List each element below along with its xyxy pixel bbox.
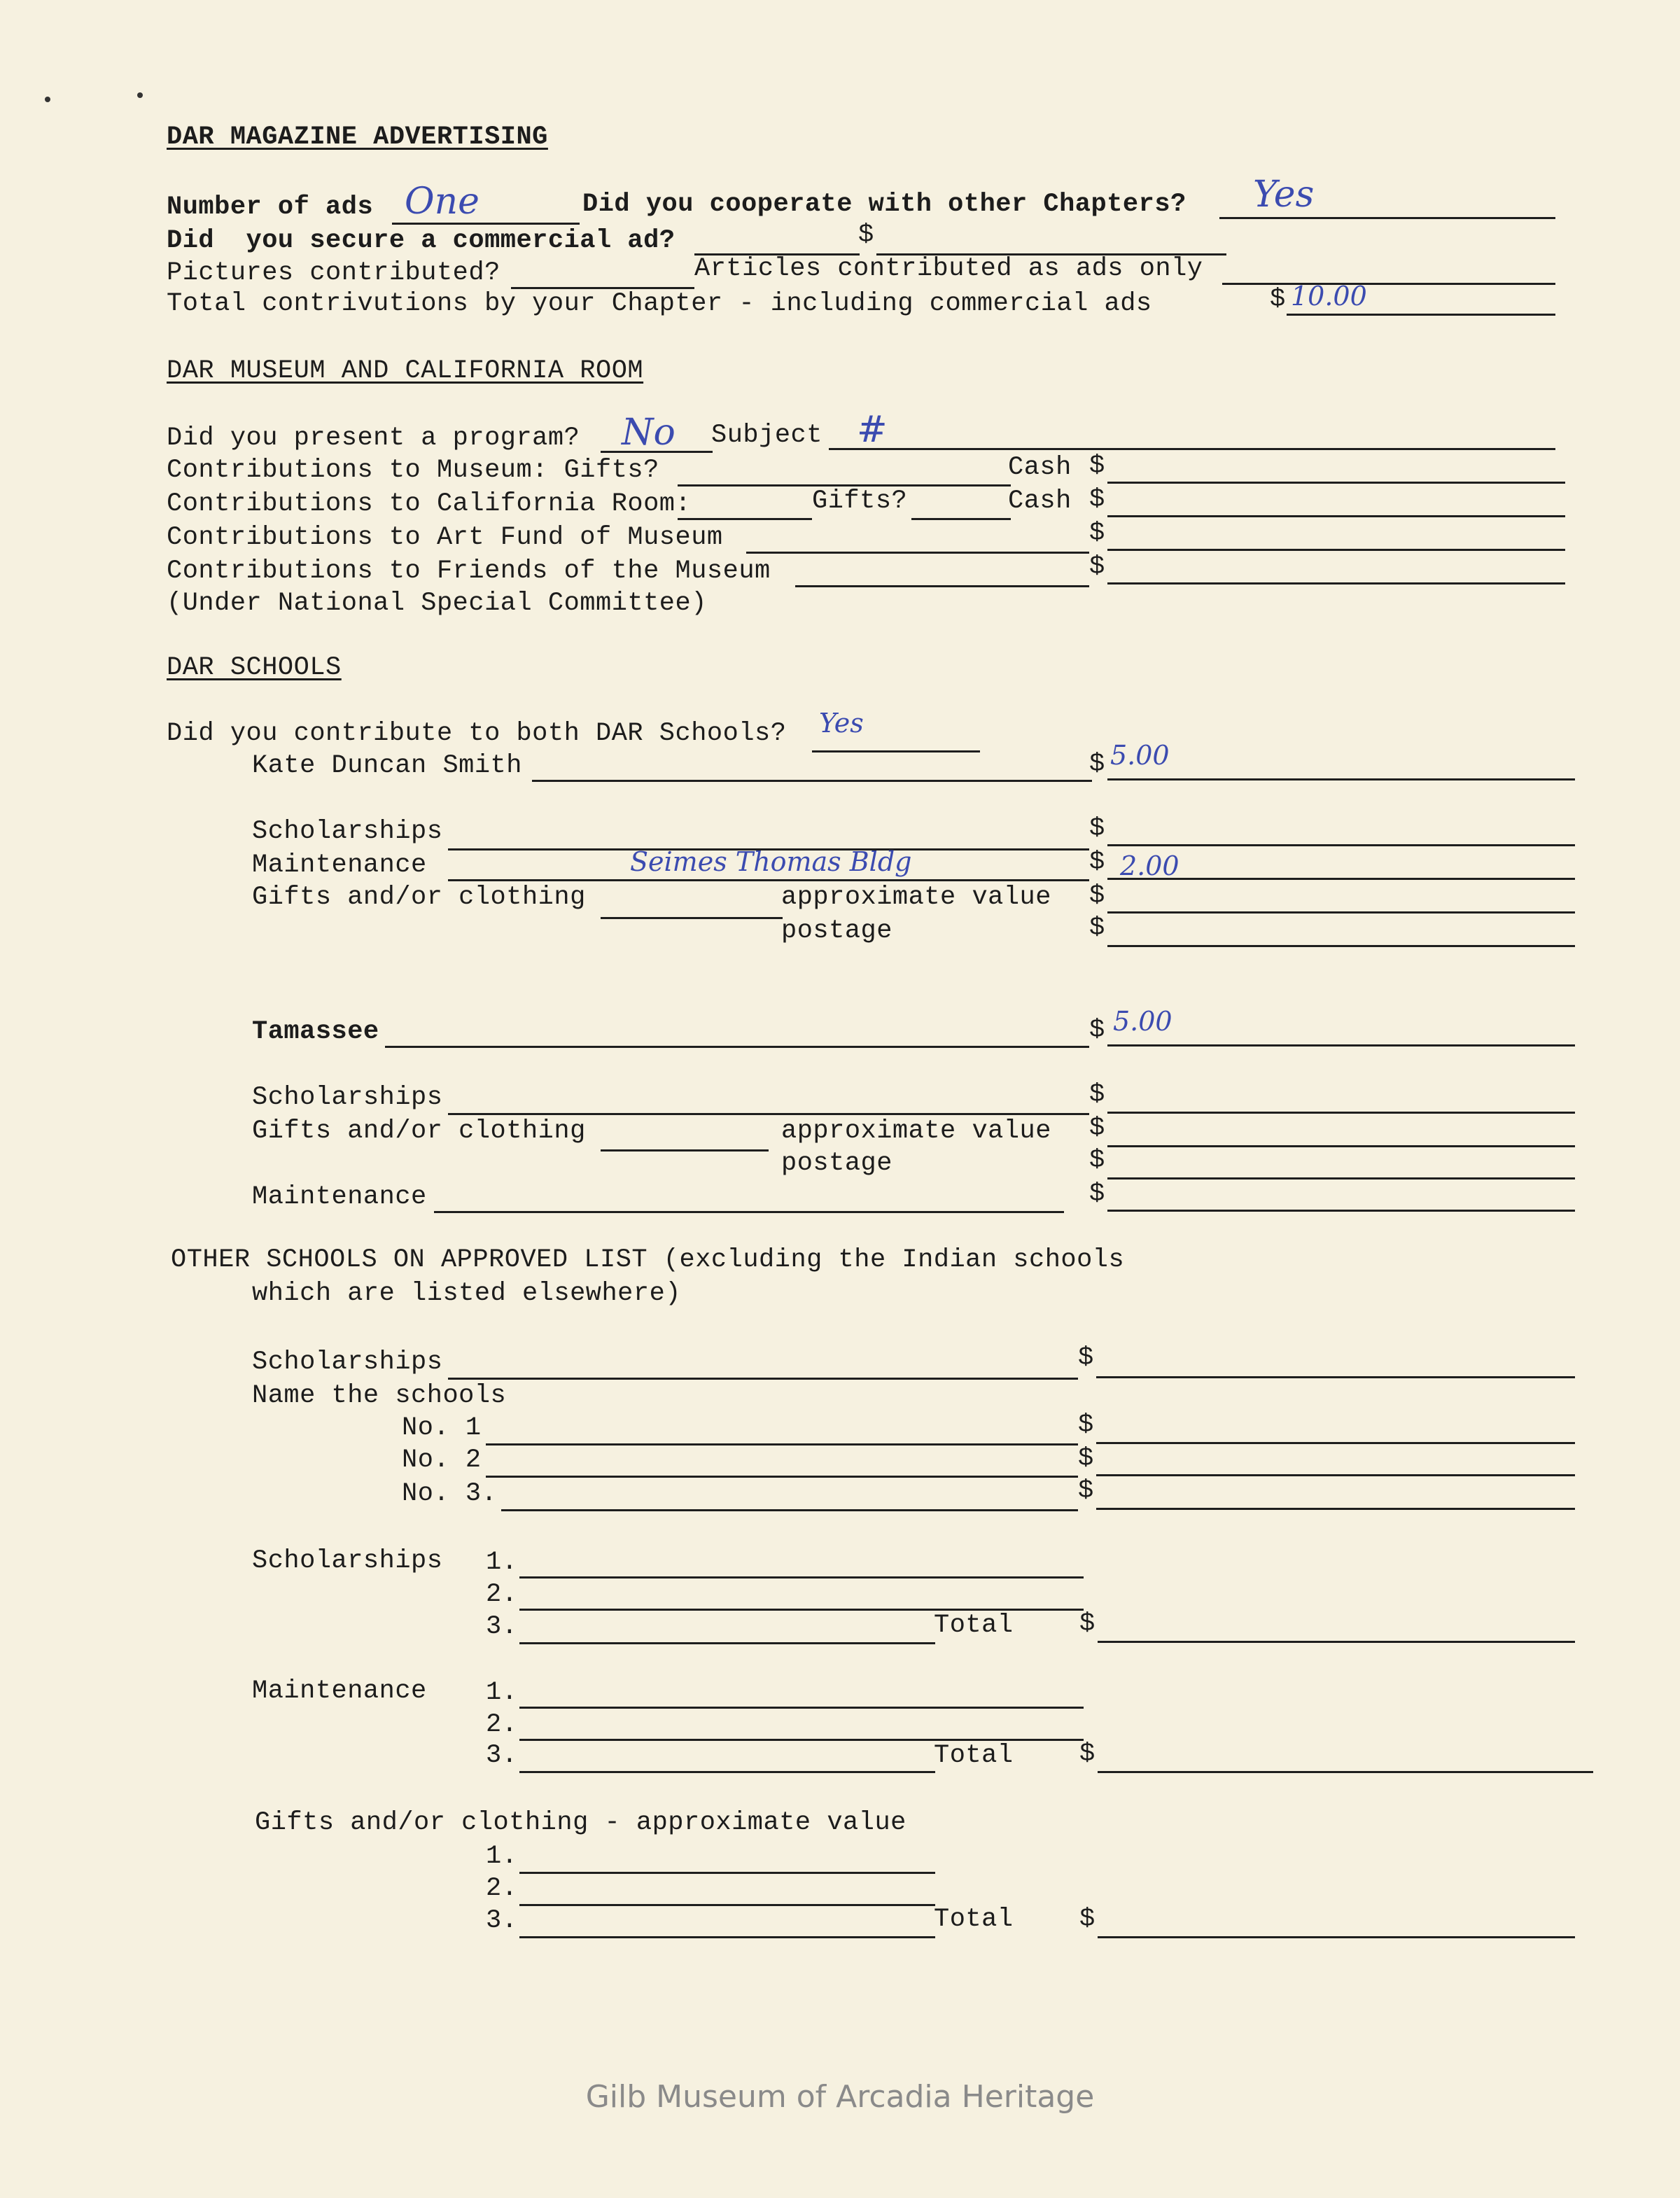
label-number-of-ads: Number of ads bbox=[167, 192, 374, 222]
label-approx-value: approximate value bbox=[781, 1116, 1051, 1146]
field-line bbox=[1107, 1044, 1575, 1046]
label-commercial-ad: Did you secure a commercial ad? bbox=[167, 226, 676, 255]
list-number: 3. bbox=[486, 1741, 518, 1770]
field-line bbox=[1098, 1936, 1575, 1938]
label-museum-gifts: Contributions to Museum: Gifts? bbox=[167, 456, 659, 485]
dollar-sign: $ bbox=[1089, 750, 1105, 779]
field-line bbox=[519, 1771, 935, 1773]
answer-kate-duncan-smith: 5.00 bbox=[1110, 740, 1170, 771]
label-cash: Cash bbox=[1008, 486, 1072, 516]
label-scholarships: Scholarships bbox=[252, 1348, 443, 1377]
field-line bbox=[519, 1872, 935, 1874]
section-heading-museum: DAR MUSEUM AND CALIFORNIA ROOM bbox=[167, 356, 644, 386]
dollar-sign: $ bbox=[1089, 1080, 1105, 1110]
dollar-sign: $ bbox=[1089, 519, 1105, 548]
label-total: Total bbox=[934, 1741, 1014, 1770]
section-subheading-other-schools: which are listed elsewhere) bbox=[252, 1279, 681, 1308]
label-total: Total bbox=[934, 1611, 1014, 1640]
label-cash: Cash bbox=[1008, 453, 1072, 482]
list-number: 1. bbox=[486, 1842, 518, 1871]
label-name-schools: Name the schools bbox=[252, 1381, 507, 1410]
dollar-sign: $ bbox=[1089, 881, 1105, 911]
answer-maintenance: 2.00 bbox=[1120, 850, 1180, 881]
dollar-sign: $ bbox=[1270, 285, 1286, 314]
label-tamassee: Tamassee bbox=[252, 1017, 379, 1046]
field-line bbox=[1107, 1112, 1575, 1114]
label-maintenance: Maintenance bbox=[252, 1676, 427, 1706]
dollar-sign: $ bbox=[1089, 913, 1105, 943]
field-line bbox=[1098, 1771, 1593, 1773]
dollar-sign: $ bbox=[1089, 485, 1105, 514]
section-heading-schools: DAR SCHOOLS bbox=[167, 653, 342, 682]
field-line bbox=[1107, 1145, 1575, 1147]
label-program: Did you present a program? bbox=[167, 424, 580, 453]
label-gifts-clothing: Gifts and/or clothing bbox=[252, 883, 586, 912]
dollar-sign: $ bbox=[1089, 552, 1105, 582]
dollar-sign: $ bbox=[1089, 848, 1105, 877]
label-california-room: Contributions to California Room: bbox=[167, 489, 692, 519]
answer-tamassee: 5.00 bbox=[1113, 1006, 1172, 1037]
field-line bbox=[795, 585, 1089, 587]
field-line bbox=[746, 552, 1089, 554]
field-line bbox=[1107, 515, 1565, 517]
field-line bbox=[392, 223, 580, 225]
dollar-sign: $ bbox=[1079, 1609, 1096, 1639]
answer-maintenance-note: Seimes Thomas Bldg bbox=[630, 846, 912, 877]
field-line bbox=[385, 1046, 1089, 1048]
label-gifts: Gifts? bbox=[812, 486, 908, 516]
field-line bbox=[1107, 549, 1565, 551]
field-line bbox=[1219, 217, 1555, 219]
field-line bbox=[1107, 911, 1575, 913]
field-line bbox=[448, 1378, 1078, 1380]
label-art-fund: Contributions to Art Fund of Museum bbox=[167, 523, 723, 552]
label-total: Total bbox=[934, 1905, 1014, 1934]
label-gifts-clothing: Gifts and/or clothing bbox=[252, 1116, 586, 1146]
label-cooperate: Did you cooperate with other Chapters? bbox=[582, 190, 1186, 219]
field-line bbox=[486, 1443, 1078, 1446]
field-line bbox=[501, 1509, 1078, 1511]
dollar-sign: $ bbox=[1089, 1114, 1105, 1143]
list-number: 1. bbox=[486, 1548, 518, 1577]
answer-subject: # bbox=[857, 409, 888, 451]
field-line bbox=[434, 1211, 1064, 1213]
list-number: 1. bbox=[486, 1678, 518, 1707]
field-line bbox=[1107, 945, 1575, 947]
field-line bbox=[829, 448, 1555, 450]
field-line bbox=[601, 917, 783, 919]
field-line bbox=[1107, 582, 1565, 584]
label-subject: Subject bbox=[711, 421, 822, 450]
label-scholarships: Scholarships bbox=[252, 1083, 443, 1112]
answer-cooperate: Yes bbox=[1253, 174, 1315, 216]
field-line bbox=[601, 1149, 769, 1152]
label-kate-duncan-smith: Kate Duncan Smith bbox=[252, 751, 522, 780]
field-line bbox=[1098, 1641, 1575, 1643]
field-line bbox=[1096, 1508, 1575, 1510]
field-line bbox=[1096, 1442, 1575, 1444]
label-scholarships: Scholarships bbox=[252, 1546, 443, 1576]
label-gifts-approx: Gifts and/or clothing - approximate value bbox=[255, 1808, 906, 1837]
dollar-sign: $ bbox=[1078, 1444, 1094, 1474]
field-line bbox=[532, 780, 1092, 782]
field-line bbox=[519, 1642, 935, 1644]
field-line bbox=[911, 518, 1011, 520]
dollar-sign: $ bbox=[1078, 1343, 1094, 1373]
dollar-sign: $ bbox=[1079, 1905, 1096, 1934]
dollar-sign: $ bbox=[1089, 1016, 1105, 1045]
section-heading-advertising: DAR MAGAZINE ADVERTISING bbox=[167, 122, 548, 152]
label-friends-museum: Contributions to Friends of the Museum bbox=[167, 556, 771, 586]
list-number: 2. bbox=[486, 1580, 518, 1609]
dollar-sign: $ bbox=[1078, 1410, 1094, 1440]
label-school-no3: No. 3. bbox=[402, 1479, 498, 1508]
label-school-no2: No. 2 bbox=[402, 1446, 482, 1475]
label-pictures: Pictures contributed? bbox=[167, 258, 500, 288]
dollar-sign: $ bbox=[1078, 1476, 1094, 1506]
answer-number-of-ads: One bbox=[405, 181, 479, 223]
list-number: 2. bbox=[486, 1710, 518, 1740]
field-line bbox=[1096, 1376, 1575, 1378]
field-line bbox=[519, 1707, 1084, 1709]
field-line bbox=[519, 1904, 935, 1906]
field-line bbox=[1107, 778, 1575, 780]
paper-mark bbox=[137, 92, 143, 98]
dollar-sign: $ bbox=[1089, 1180, 1105, 1209]
field-line bbox=[519, 1936, 935, 1938]
field-line bbox=[448, 879, 1089, 881]
label-postage: postage bbox=[781, 916, 892, 946]
field-line bbox=[486, 1476, 1078, 1478]
field-line bbox=[448, 1113, 1089, 1115]
label-postage: postage bbox=[781, 1149, 892, 1178]
footer-watermark: Gilb Museum of Arcadia Heritage bbox=[585, 2079, 1095, 2115]
field-line bbox=[1096, 1474, 1575, 1476]
field-line bbox=[1107, 482, 1565, 484]
label-scholarships: Scholarships bbox=[252, 817, 443, 846]
field-line bbox=[519, 1576, 1084, 1578]
answer-both-schools: Yes bbox=[819, 708, 864, 738]
label-school-no1: No. 1 bbox=[402, 1413, 482, 1443]
label-both-schools: Did you contribute to both DAR Schools? bbox=[167, 719, 787, 748]
answer-total-contributions: 10.00 bbox=[1291, 281, 1367, 312]
dollar-sign: $ bbox=[858, 220, 874, 250]
dollar-sign: $ bbox=[1089, 1146, 1105, 1175]
list-number: 3. bbox=[486, 1906, 518, 1935]
field-line bbox=[812, 750, 980, 752]
label-articles: Articles contributed as ads only bbox=[694, 254, 1203, 284]
list-number: 3. bbox=[486, 1612, 518, 1642]
field-line bbox=[1107, 844, 1575, 846]
list-number: 2. bbox=[486, 1874, 518, 1903]
field-line bbox=[1287, 314, 1555, 316]
label-maintenance: Maintenance bbox=[252, 850, 427, 880]
label-maintenance: Maintenance bbox=[252, 1182, 427, 1212]
answer-program: No bbox=[622, 412, 676, 454]
section-heading-other-schools: OTHER SCHOOLS ON APPROVED LIST (excluding the Indian schools bbox=[171, 1245, 1125, 1275]
field-line bbox=[1107, 1210, 1575, 1212]
dollar-sign: $ bbox=[1089, 814, 1105, 844]
label-national-committee: (Under National Special Committee) bbox=[167, 589, 707, 618]
label-total-contributions: Total contrivutions by your Chapter - including commercial ads bbox=[167, 289, 1152, 318]
label-approx-value: approximate value bbox=[781, 883, 1051, 912]
dollar-sign: $ bbox=[1079, 1740, 1096, 1769]
dollar-sign: $ bbox=[1089, 451, 1105, 481]
field-line bbox=[678, 518, 812, 520]
field-line bbox=[1107, 1177, 1575, 1180]
paper-mark bbox=[45, 97, 50, 102]
